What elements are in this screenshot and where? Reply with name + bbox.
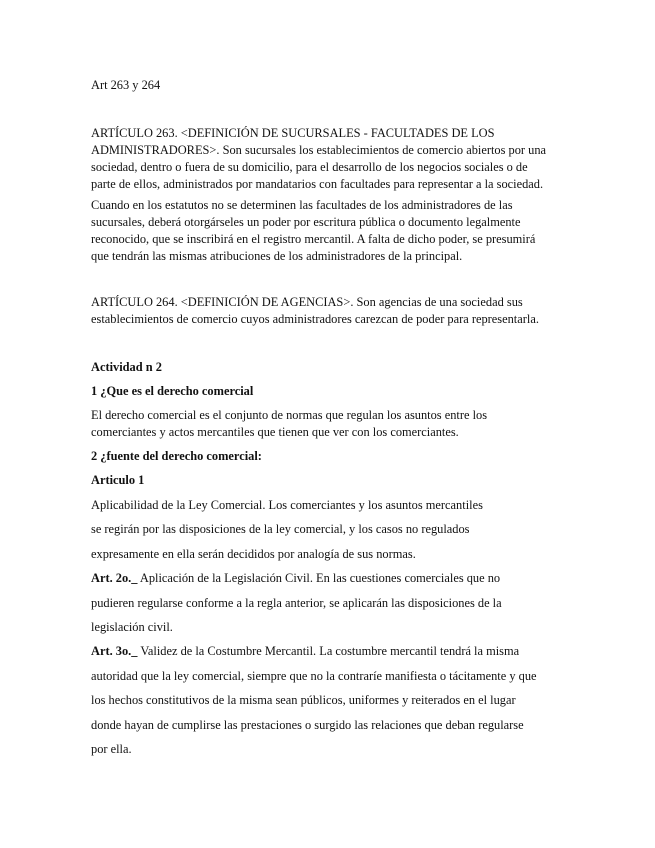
art-3-line [91, 668, 571, 685]
articulo-1-line [91, 521, 571, 538]
section-title: Actividad n 2 [91, 360, 162, 374]
paragraph-line: establecimientos de comercio cuyos administradores carezcan de poder para representarla. [91, 312, 539, 326]
paragraph-line: se regirán por las disposiciones de la ley comercial, y los casos no regulados [91, 522, 470, 536]
heading-text: Art 263 y 264 [91, 78, 161, 92]
article-title: Articulo 1 [91, 473, 145, 487]
paragraph-line: ADMINISTRADORES>. Son sucursales los establecimientos de comercio abiertos por una [91, 143, 547, 157]
question-2 [91, 448, 571, 465]
article-263-paragraph-2 [91, 197, 571, 265]
art-2-line [91, 619, 571, 636]
paragraph-line: legislación civil. [91, 620, 173, 634]
paragraph-line: sociedad, dentro o fuera de su domicilio, para el desarrollo de los negocios sociales o de [91, 160, 528, 174]
article-label: Art. 2o._ [91, 571, 138, 585]
article-label: Art. 3o._ [91, 644, 138, 658]
articulo-1-line [91, 497, 571, 514]
paragraph-line: reconocido, que se inscribirá en el registro mercantil. A falta de dicho poder, se presumirá [91, 232, 536, 246]
actividad-title [91, 359, 571, 376]
art-3-line [91, 692, 571, 709]
art-3-line [91, 643, 571, 660]
answer-1 [91, 407, 571, 441]
article-text: Aplicación de la Legislación Civil. En las cuestiones comerciales que no [137, 571, 501, 585]
paragraph-line: por ella. [91, 742, 132, 756]
art-3-line [91, 717, 571, 734]
question-text: 2 ¿fuente del derecho comercial: [91, 449, 262, 463]
art-3-line [91, 741, 571, 758]
paragraph-line: donde hayan de cumplirse las prestaciones o surgido las relaciones que deban regularse [91, 718, 524, 732]
paragraph-line: Cuando en los estatutos no se determinen las facultades de los administradores de las [91, 198, 513, 212]
articulo-1-line [91, 546, 571, 563]
paragraph-line: comerciantes y actos mercantiles que tienen que ver con los comerciantes. [91, 425, 459, 439]
paragraph-line: ARTÍCULO 263. <DEFINICIÓN DE SUCURSALES - FACULTADES DE LOS [91, 126, 495, 140]
paragraph-line: parte de ellos, administrados por mandatarios con facultades para representar a la sociedad. [91, 177, 544, 191]
paragraph-line: expresamente en ella serán decididos por analogía de sus normas. [91, 547, 416, 561]
question-text: 1 ¿Que es el derecho comercial [91, 384, 254, 398]
paragraph-line: los hechos constitutivos de la misma sean públicos, uniformes y reiterados en el lugar [91, 693, 516, 707]
paragraph-line: sucursales, deberá otorgárseles un poder por escritura pública o documento legalmente [91, 215, 521, 229]
question-1 [91, 383, 571, 400]
paragraph-line: que tendrán las mismas atribuciones de los administradores de la principal. [91, 249, 463, 263]
paragraph-line: autoridad que la ley comercial, siempre que no la contraríe manifiesta o tácitamente y que [91, 669, 537, 683]
article-264-paragraph [91, 294, 571, 328]
art-2-line [91, 570, 571, 587]
paragraph-line: Aplicabilidad de la Ley Comercial. Los comerciantes y los asuntos mercantiles [91, 498, 483, 512]
doc-heading [91, 77, 571, 94]
article-263-paragraph [91, 125, 571, 193]
article-text: Validez de la Costumbre Mercantil. La costumbre mercantil tendrá la misma [137, 644, 520, 658]
paragraph-line: ARTÍCULO 264. <DEFINICIÓN DE AGENCIAS>. Son agencias de una sociedad sus [91, 295, 523, 309]
paragraph-line: El derecho comercial es el conjunto de normas que regulan los asuntos entre los [91, 408, 488, 422]
art-2-line [91, 595, 571, 612]
paragraph-line: pudieren regularse conforme a la regla anterior, se aplicarán las disposiciones de la [91, 596, 502, 610]
articulo-1-title [91, 472, 571, 489]
